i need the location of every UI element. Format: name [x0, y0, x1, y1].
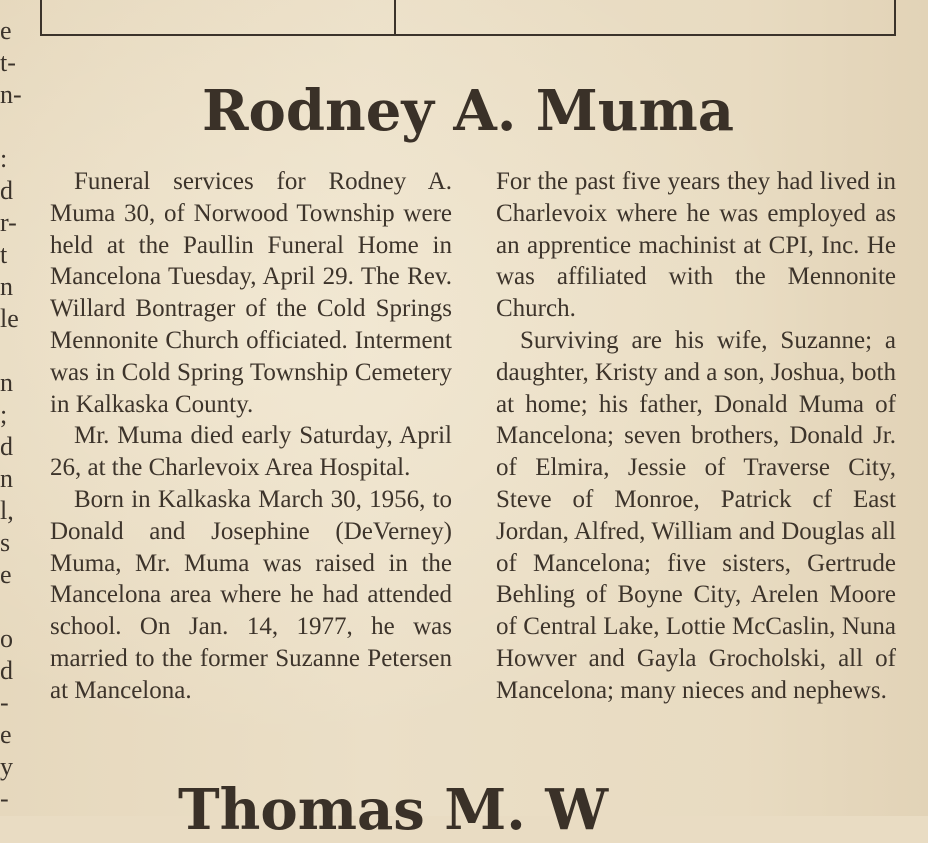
adjacent-column-fragments	[0, 0, 24, 816]
margin-fragment: n	[0, 464, 13, 493]
article-column-left	[50, 166, 452, 776]
margin-fragment: n	[0, 368, 13, 397]
margin-fragment: ;	[0, 400, 8, 429]
article-paragraph: Born in Kalkaska March 30, 1956, to Donald and Josephine (DeVerney) Muma, Mr. Muma was raised in the Mancelona area where he had attended school. On Jan. 14, 1977, he was married to the former Suzanne Petersen at Mancelona.	[50, 485, 452, 704]
margin-fragment: -	[0, 688, 9, 717]
margin-fragment: d	[0, 432, 13, 461]
obituary-headline: Rodney A. Muma	[201, 78, 735, 144]
margin-fragment: n-	[0, 80, 22, 109]
article-column-right	[496, 166, 896, 776]
margin-fragment: le	[0, 304, 19, 333]
article-paragraph: Funeral services for Rodney A. Muma 30, of Norwood Township were held at the Paullin Funeral Home in Mancelona Tuesday, April 29. The Rev. Willard Bontrager of the Cold Springs Mennonite Church officiated. Interment was in Cold Spring Township Cemetery in Kalkaska County.	[50, 168, 452, 418]
margin-fragment: e	[0, 16, 12, 45]
margin-fragment: -	[0, 784, 9, 813]
margin-fragment: n	[0, 272, 13, 301]
margin-fragment: e	[0, 560, 12, 589]
margin-fragment: r-	[0, 208, 17, 237]
margin-fragment: t	[0, 240, 8, 269]
previous-article-box	[40, 0, 896, 36]
article-paragraph: Surviving are his wife, Suzanne; a daughter, Kristy and a son, Joshua, both at home; his father, Donald Muma of Mancelona; seven brothers, Donald Jr. of Elmira, Jessie of Traverse City, Steve of Monroe, Patrick cf East Jordan, Alfred, William and Douglas all of Mancelona; five sisters, Gertrude Behling of Boyne City, Arelen Moore of Central Lake, Lottie McCaslin, Nuna Howver and Gayla Grocholski, all of Mancelona; many nieces and nephews.	[496, 326, 896, 704]
margin-fragment: l,	[0, 496, 14, 525]
next-article-headline: Thomas M. W	[178, 777, 609, 843]
article-paragraph: Mr. Muma died early Saturday, April 26, at the Charlevoix Area Hospital.	[50, 422, 452, 482]
margin-fragment: t-	[0, 48, 16, 77]
margin-fragment: d	[0, 176, 13, 205]
article-paragraph: For the past five years they had lived in Charlevoix where he was employed as an apprentice machinist at CPI, Inc. He was affiliated with the Mennonite Church.	[496, 168, 896, 323]
margin-fragment: o	[0, 624, 13, 653]
margin-fragment: e	[0, 720, 12, 749]
margin-fragment: s	[0, 528, 11, 557]
box-divider	[394, 0, 396, 34]
margin-fragment: d	[0, 656, 13, 685]
margin-fragment: y	[0, 752, 13, 781]
margin-fragment: :	[0, 144, 8, 173]
